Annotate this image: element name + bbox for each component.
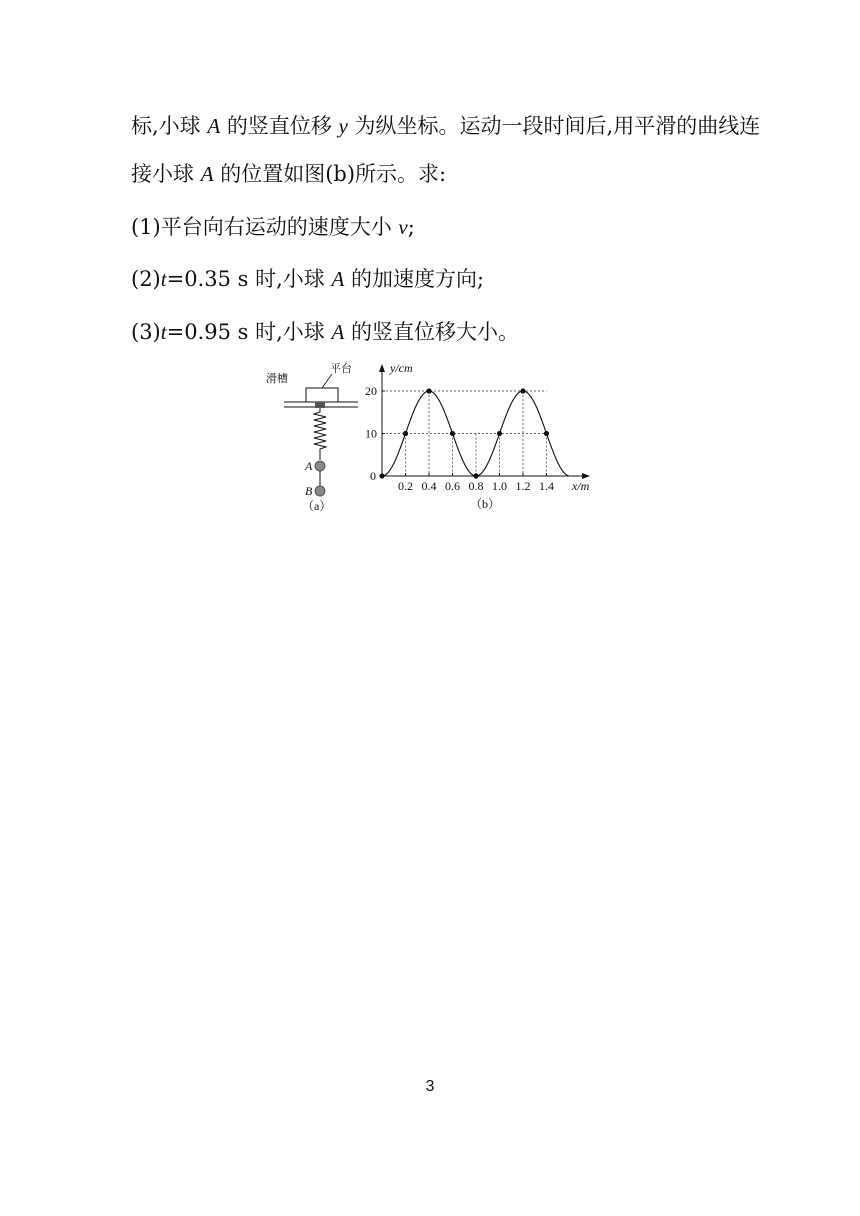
y-axis-title: y/cm — [390, 361, 413, 375]
data-point — [544, 431, 549, 436]
chart-b — [365, 361, 590, 511]
data-point — [473, 473, 478, 478]
platform-label: 平台 — [330, 362, 352, 375]
question-1: (1)平台向右运动的速度大小 v; — [131, 215, 415, 239]
question-3: (3)t=0.95 s 时,小球 A 的竖直位移大小。 — [131, 320, 519, 344]
ball-a — [315, 461, 325, 471]
x-tick-label: 0.6 — [445, 479, 460, 493]
y-tick-label: 20 — [365, 384, 377, 398]
x-tick-label: 0.2 — [398, 479, 413, 493]
x-axis-title: x/m — [572, 479, 590, 493]
caption-a: （a） — [302, 499, 332, 513]
x-tick-label: 1.4 — [539, 479, 554, 493]
origin-label: 0 — [370, 469, 376, 483]
paragraph-line-1: 标,小球 A 的竖直位移 y 为纵坐标。运动一段时间后,用平滑的曲线连 — [131, 114, 761, 138]
page-number: 3 — [425, 1078, 435, 1095]
data-point — [520, 388, 525, 393]
data-point — [379, 473, 384, 478]
figure — [262, 358, 598, 518]
paragraph-line-2: 接小球 A 的位置如图(b)所示。求: — [131, 162, 447, 186]
data-point — [403, 431, 408, 436]
x-tick-label: 0.4 — [421, 479, 437, 493]
x-tick-label: 1.0 — [492, 479, 507, 493]
ball-b-label: B — [305, 484, 313, 498]
y-axis-arrow — [379, 364, 385, 372]
question-2: (2)t=0.35 s 时,小球 A 的加速度方向; — [131, 267, 485, 291]
platform-label-leader — [322, 374, 332, 388]
data-point — [497, 431, 502, 436]
apparatus-diagram — [266, 362, 358, 513]
spring — [314, 408, 326, 460]
data-point — [450, 431, 455, 436]
hanger — [315, 402, 325, 408]
slot-label: 滑槽 — [266, 372, 288, 385]
y-tick-label: 10 — [365, 426, 377, 441]
ball-b — [315, 486, 325, 496]
platform — [306, 388, 338, 402]
x-tick-label: 1.2 — [515, 479, 531, 493]
ball-a-label: A — [305, 459, 313, 473]
caption-b: （b） — [470, 497, 501, 511]
data-point — [426, 388, 431, 393]
x-tick-label: 0.8 — [468, 479, 484, 493]
